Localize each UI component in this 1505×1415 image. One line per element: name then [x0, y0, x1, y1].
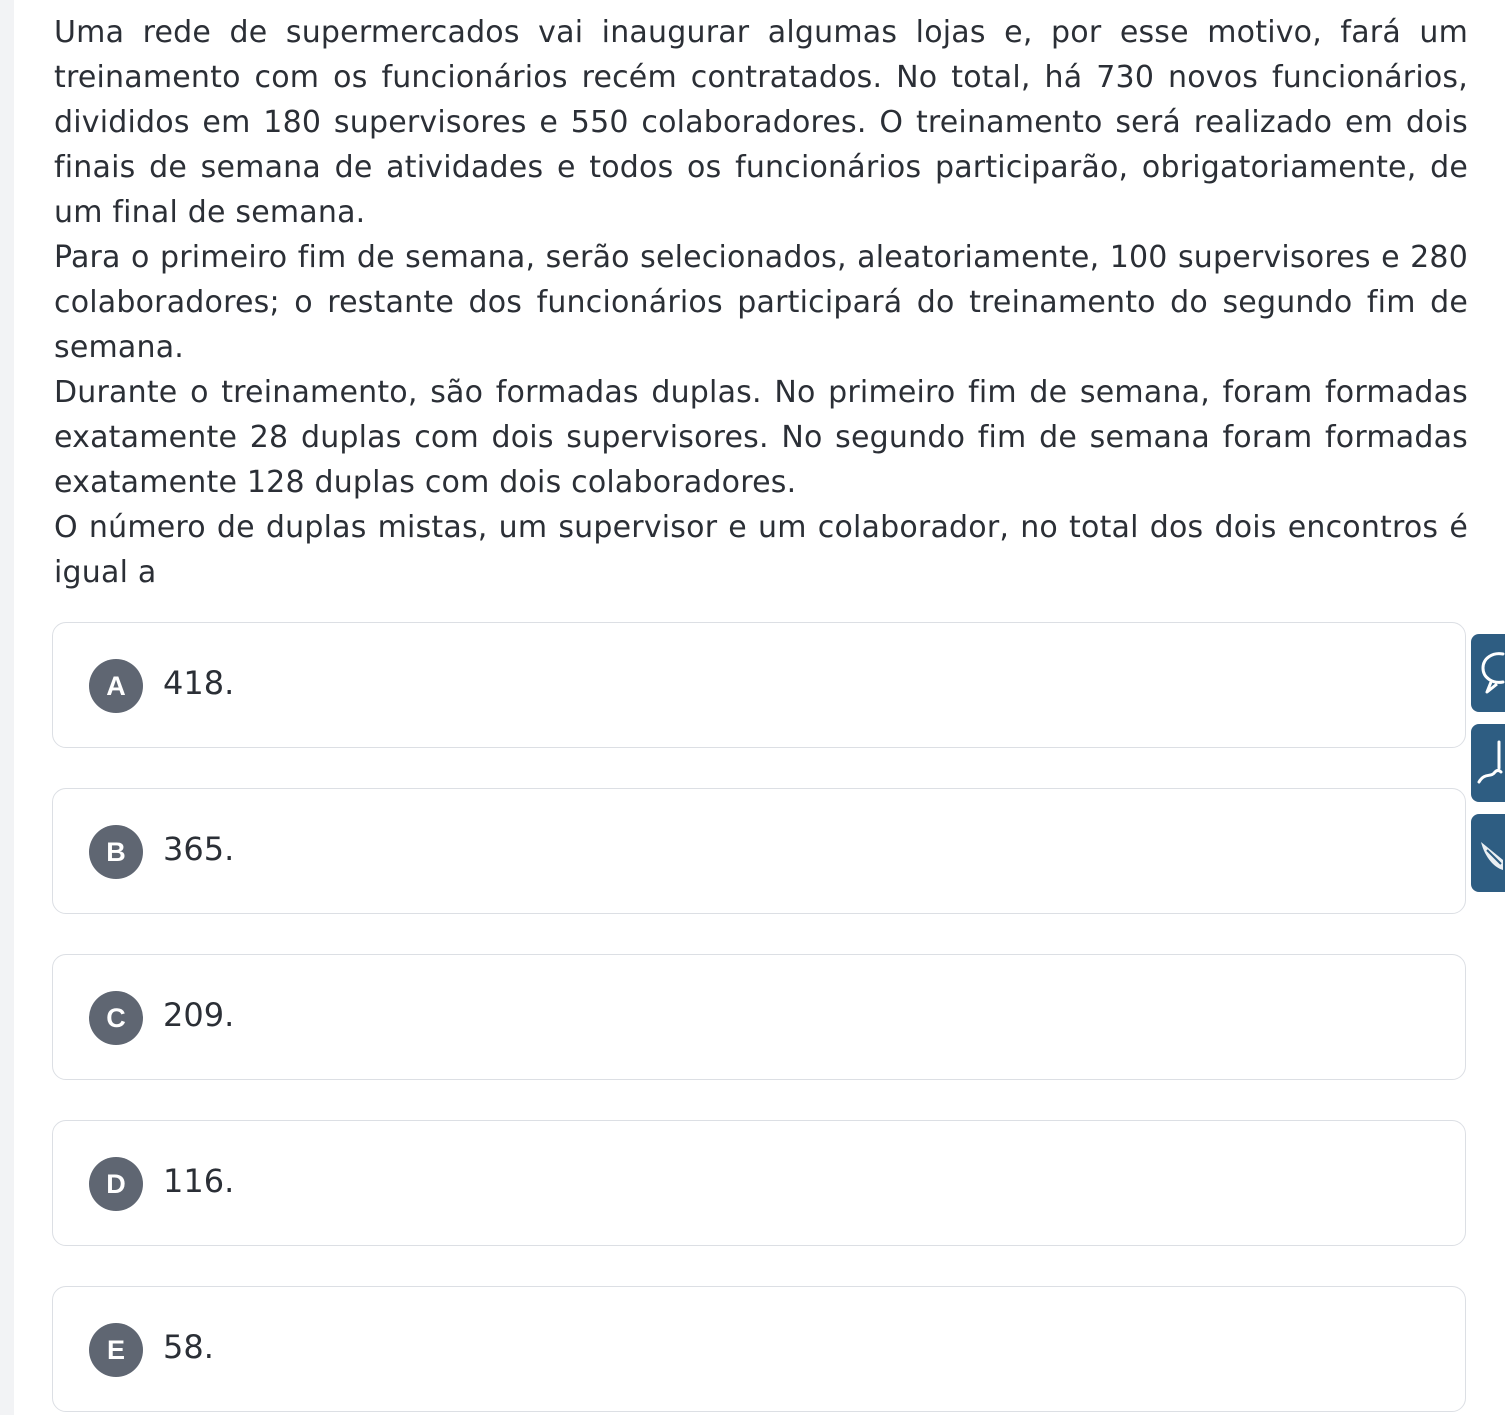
question-paragraph: Para o primeiro fim de semana, serão selecionados, aleatoriamente, 100 supervisores e 280 colaboradores; o restante dos funcionários participará do treinamento do segundo fim de semana.: [54, 240, 1468, 365]
answer-option-a[interactable]: [52, 622, 1466, 748]
question-page: [14, 0, 1505, 1415]
answer-option-e[interactable]: [52, 1286, 1466, 1412]
option-text: 116.: [163, 1162, 235, 1200]
side-tool-eraser[interactable]: [1471, 814, 1505, 892]
comment-icon: [1477, 648, 1505, 698]
option-letter-badge: A: [89, 659, 143, 713]
question-statement: [54, 10, 1468, 595]
option-letter-badge: C: [89, 991, 143, 1045]
option-text: 209.: [163, 996, 235, 1034]
option-letter-badge: D: [89, 1157, 143, 1211]
side-tool-pen[interactable]: [1471, 724, 1505, 802]
question-paragraph: Durante o treinamento, são formadas duplas. No primeiro fim de semana, foram formadas exatamente 28 duplas com dois supervisores. No segundo fim de semana foram formadas exatamente 128 duplas com dois colaboradores.: [54, 375, 1468, 500]
option-text: 418.: [163, 664, 235, 702]
option-letter-badge: E: [89, 1323, 143, 1377]
option-text: 365.: [163, 830, 235, 868]
answer-option-c[interactable]: [52, 954, 1466, 1080]
question-paragraph: Uma rede de supermercados vai inaugurar algumas lojas e, por esse motivo, fará um treinamento com os funcionários recém contratados. No total, há 730 novos funcionários, divididos em 180 supervisores e 550 colaboradores. O treinamento será realizado em dois finais de semana de atividades e todos os funcionários participarão, obrigatoriamente, de um final de semana.: [54, 15, 1468, 230]
answer-option-d[interactable]: [52, 1120, 1466, 1246]
question-paragraph: O número de duplas mistas, um supervisor e um colaborador, no total dos dois encontros é igual a: [54, 510, 1468, 590]
option-letter-badge: B: [89, 825, 143, 879]
option-text: 58.: [163, 1328, 214, 1366]
eraser-icon: [1477, 828, 1505, 878]
side-tool-comment[interactable]: [1471, 634, 1505, 712]
pen-icon: [1477, 738, 1505, 788]
answer-option-b[interactable]: [52, 788, 1466, 914]
